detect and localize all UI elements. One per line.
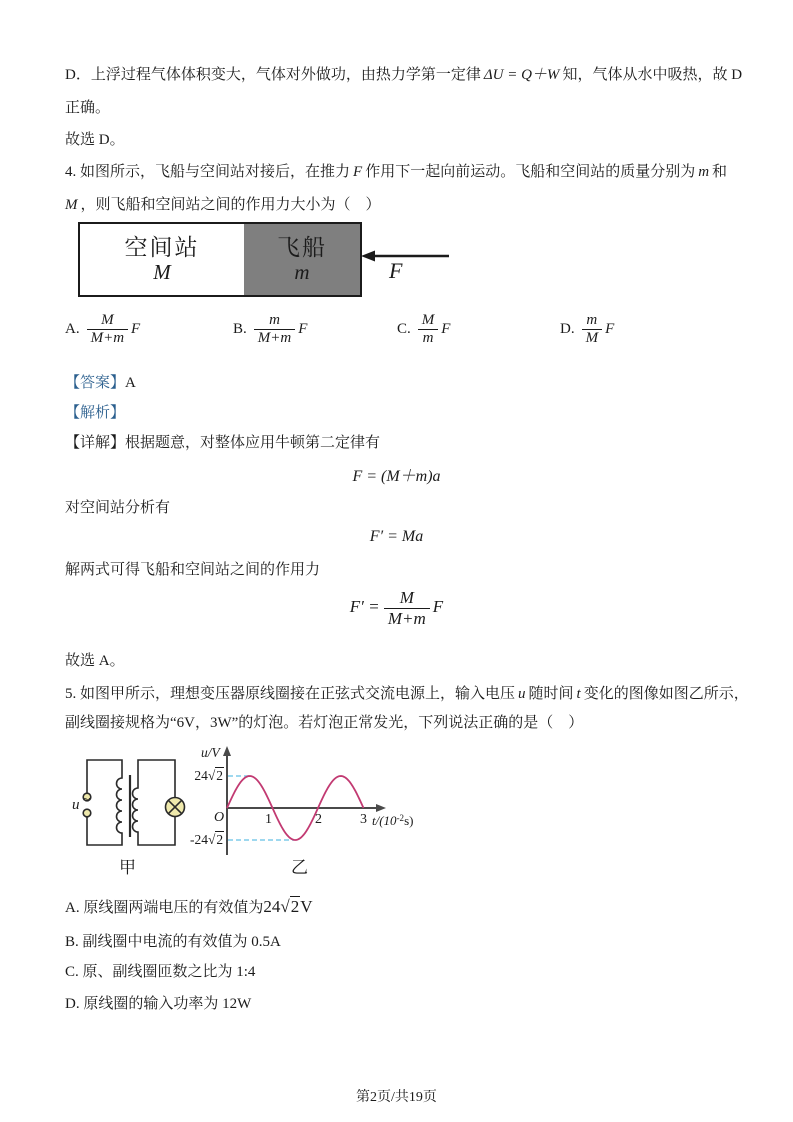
q4-option-c-fraction [418,312,439,348]
space-station-mass: M [153,259,171,284]
value-unit: V [300,897,313,916]
source-voltage-label: u [72,797,80,813]
q5-option-d-text: 原线圈的输入功率为 12W [83,996,252,1012]
q5-option-b-text: 副线圈中电流的有效值为 0.5A [82,934,281,950]
y-axis-arrow [223,746,231,756]
q5-stem-line1 [65,683,749,705]
fraction-denominator: M [585,330,599,347]
q5-option-a-label: A. [65,900,80,916]
trough-value-label [190,833,224,847]
x-tick-1: 1 [265,812,272,827]
voltage-graph-canvas [190,743,430,873]
q4-line-station: 对空间站分析有 [65,500,171,516]
radicand: 2 [290,897,300,916]
q5-stem1-var-t: t [576,686,581,702]
fraction-denominator: M+m [387,608,426,628]
prev-answer-conclusion: 故选 D。 [65,132,125,148]
equation-fraction [384,588,430,628]
q4-detail-text: 根据题意，对整体应用牛顿第二定律有 [125,435,381,451]
force-label: F [389,258,403,283]
analysis-tag: 【解析】 [65,405,126,421]
prev-line1-text-a: D．上浮过程气体体积变大，气体对外做功，由热力学第一定律 [65,67,481,83]
q4-stem1-b: 作用下一起向前运动。飞船和空间站的质量分别为 [365,164,696,180]
prev-line1-formula: ΔU = Q＋W [483,67,560,83]
q4-analysis-tag [65,402,125,424]
q4-figure-box [78,222,362,297]
q5-option-c-label: C. [65,964,79,980]
q4-option-c [397,312,450,348]
x-label-exponent: -2 [396,813,405,823]
q5-option-a [65,896,312,919]
q5-option-c-text: 原、副线圈匝数之比为 1:4 [82,964,256,980]
q4-stem-line1 [65,161,727,183]
radicand: 2 [216,832,224,847]
fraction-numerator: M [87,312,128,330]
equation-text: F = (M＋m)a [352,468,441,485]
q4-equation-1 [0,463,793,486]
prev-line1-text-b: 知，气体从水中吸热，故 D [562,67,743,83]
fraction-numerator: m [254,312,295,330]
q4-stem1-var-m: m [698,164,710,180]
q4-option-a [65,312,140,348]
spaceship-label: 飞船 [277,235,327,261]
space-station-label: 空间站 [124,235,200,261]
q4-line-solve: 解两式可得飞船和空间站之间的作用力 [65,562,321,578]
x-label-pre: t/(10 [372,813,397,828]
x-tick-3: 3 [360,812,367,827]
page-number: 第2页/共19页 [356,1090,437,1105]
space-station-block [80,224,244,295]
source-terminal-bottom [83,809,91,817]
force-arrow [358,247,452,265]
prev-answer-line1 [65,64,742,86]
q4-option-d-fraction [582,312,603,348]
q4-stem-line2 [65,194,381,216]
answer-tag: 【答案】 [65,375,126,391]
value-number: 24 [263,897,281,916]
sqrt-expression: √2 [208,832,224,847]
q4-detail-line [65,432,380,454]
q4-option-c-label: C. [397,321,411,338]
q5-stem1-c: 变化的图像如图乙所示， [583,686,749,702]
x-axis-arrow [376,804,386,812]
spaceship-mass: m [294,259,310,284]
q4-answer-value: A [125,375,136,391]
q4-answer-line [65,372,136,394]
q4-option-b-multiplier: F [298,321,308,338]
q4-stem2-var-M: M [65,197,78,213]
equation-multiplier: F [432,596,444,616]
q4-option-a-fraction [87,312,128,348]
graph-caption: 乙 [291,858,308,877]
q4-options-row [0,312,793,356]
peak-value-label [190,769,224,783]
ac-tilde-symbol: ~ [83,791,91,806]
x-tick-2: 2 [315,812,322,827]
q4-equation-2 [0,528,793,546]
q4-equation-3 [0,588,793,628]
fraction-denominator: M+m [90,330,125,347]
voltage-graph [190,743,430,873]
q4-option-d [560,312,614,348]
q4-option-b [233,312,307,348]
q4-option-b-fraction [254,312,295,348]
q4-option-a-label: A. [65,321,80,338]
peak-number: 24 [194,768,208,783]
x-label-post: s) [404,813,414,828]
q4-stem2-text: ，则飞船和空间站之间的作用力大小为（ ） [80,197,381,213]
q5-option-c [65,961,255,983]
prev-answer-line2: 正确。 [65,100,111,116]
q4-option-d-multiplier: F [605,321,615,338]
origin-label: O [214,810,225,825]
q5-option-b [65,931,281,953]
y-axis-label: u/V [201,745,220,760]
equation-text: F′ = Ma [369,528,424,545]
fraction-denominator: M+m [257,330,292,347]
q5-option-d-label: D. [65,996,80,1012]
fraction-numerator: M [418,312,439,330]
q5-stem1-var-u: u [518,686,526,702]
equation-lhs: F′ = [349,596,380,616]
sqrt-expression: √2 [207,768,223,783]
q5-stem-line2: 副线圈接规格为“6V，3W”的灯泡。若灯泡正常发光，下列说法正确的是（ ） [65,715,584,731]
x-axis-label [372,814,413,827]
spaceship-block [244,224,360,295]
circuit-caption: 甲 [119,858,136,877]
q4-stem1-c: 和 [712,164,728,180]
fraction-denominator: m [422,330,434,347]
q5-option-d [65,993,251,1015]
q5-option-a-value [263,896,312,916]
q4-option-c-multiplier: F [441,321,451,338]
q5-option-a-text: 原线圈两端电压的有效值为 [83,900,264,916]
q4-conclusion: 故选 A。 [65,653,125,669]
trough-number: -24 [190,832,208,847]
primary-loop [87,760,122,845]
q4-option-a-multiplier: F [131,321,141,338]
q5-stem1-a: 5. 如图甲所示，理想变压器原线圈接在正弦式交流电源上，输入电压 [65,686,516,702]
q5-stem1-b: 随时间 [528,686,574,702]
q4-option-b-label: B. [233,321,247,338]
q5-option-b-label: B. [65,934,79,950]
radicand: 2 [216,768,223,783]
q4-stem1-var-f: F [353,164,363,180]
q4-stem1-a: 4. 如图所示，飞船与空间站对接后，在推力 [65,164,351,180]
fraction-numerator: M [384,588,430,609]
q4-option-d-label: D. [560,321,575,338]
detail-tag: 【详解】 [65,435,126,451]
sqrt-expression: √2 [280,897,300,916]
fraction-numerator: m [582,312,603,330]
